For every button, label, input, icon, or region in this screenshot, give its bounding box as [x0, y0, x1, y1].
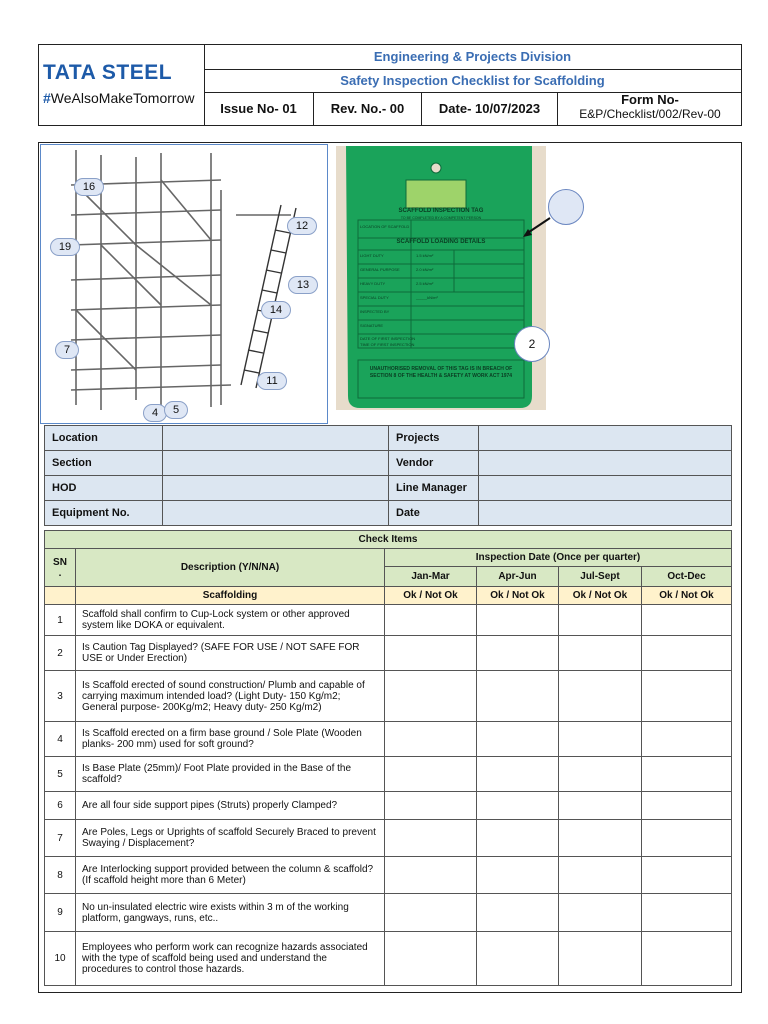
- table-row: [45, 792, 732, 820]
- row-description: Are Poles, Legs or Uprights of scaffold Securely Braced to prevent Swaying / Displacement?: [76, 820, 385, 857]
- table-row: [45, 671, 732, 722]
- table-row: [45, 820, 732, 857]
- status-cell[interactable]: [385, 932, 477, 986]
- status-cell[interactable]: [385, 857, 477, 894]
- row-description: Is Scaffold erected on a firm base ground / Sole Plate (Wooden planks- 200 mm) used for soft ground?: [76, 722, 385, 757]
- callout-11: 11: [257, 372, 287, 390]
- row-sn: 6: [45, 792, 76, 820]
- inspection-date-header: Inspection Date (Once per quarter): [385, 549, 732, 567]
- hod-field[interactable]: [163, 476, 389, 501]
- issue-no: Issue No- 01: [204, 92, 314, 125]
- tag-title: SCAFFOLD INSPECTION TAG: [398, 208, 484, 214]
- status-cell[interactable]: [477, 894, 559, 932]
- tag-general-value: 2.0 kN/m²: [416, 267, 434, 272]
- table-row: [45, 894, 732, 932]
- status-cell[interactable]: [385, 605, 477, 636]
- callout-2: 2: [514, 326, 550, 362]
- callout-12: 12: [287, 217, 317, 235]
- row-sn: 7: [45, 820, 76, 857]
- row-sn: 9: [45, 894, 76, 932]
- tag-special: SPECIAL DUTY: [360, 295, 389, 300]
- status-cell[interactable]: [559, 636, 642, 671]
- status-cell[interactable]: [385, 792, 477, 820]
- status-cell[interactable]: [385, 820, 477, 857]
- section-scaffolding: Scaffolding: [76, 587, 385, 605]
- callout-7: 7: [55, 341, 79, 359]
- sn-header: SN .: [45, 549, 76, 587]
- status-cell[interactable]: [559, 605, 642, 636]
- tag-signature: SIGNATURE: [360, 323, 384, 328]
- vendor-field[interactable]: [479, 451, 732, 476]
- status-cell[interactable]: [477, 857, 559, 894]
- location-field[interactable]: [163, 426, 389, 451]
- info-table: [44, 425, 732, 526]
- status-cell[interactable]: [642, 792, 732, 820]
- status-cell[interactable]: [559, 932, 642, 986]
- line-manager-field[interactable]: [479, 476, 732, 501]
- row-description: Are all four side support pipes (Struts) properly Clamped?: [76, 792, 385, 820]
- status-cell[interactable]: [385, 636, 477, 671]
- rev-no: Rev. No.- 00: [314, 92, 422, 125]
- table-row: [45, 757, 732, 792]
- checklist-table: [44, 530, 732, 986]
- row-description: Are Interlocking support provided between the column & scaffold? (If scaffold height more than 6 Meter): [76, 857, 385, 894]
- callout-13: 13: [288, 276, 318, 294]
- status-cell[interactable]: [385, 671, 477, 722]
- tag-time-first: TIME OF FIRST INSPECTION: [360, 342, 415, 347]
- tag-date-first: DATE OF FIRST INSPECTION: [360, 336, 416, 341]
- callout-14: 14: [261, 301, 291, 319]
- brand-name: TATA STEEL: [43, 61, 173, 84]
- form-number: Form No- E&P/Checklist/002/Rev-00: [579, 92, 721, 121]
- tag-loading: SCAFFOLD LOADING DETAILS: [396, 239, 486, 245]
- status-cell[interactable]: [385, 894, 477, 932]
- row-sn: 4: [45, 722, 76, 757]
- status-cell[interactable]: [477, 757, 559, 792]
- status-header-q2: Ok / Not Ok: [477, 587, 559, 605]
- equipment-field[interactable]: [163, 501, 389, 526]
- status-cell[interactable]: [477, 820, 559, 857]
- tag-inspected-by: INSPECTED BY: [360, 309, 390, 314]
- section-field[interactable]: [163, 451, 389, 476]
- status-cell[interactable]: [477, 932, 559, 986]
- status-cell[interactable]: [559, 757, 642, 792]
- projects-field[interactable]: [479, 426, 732, 451]
- status-cell[interactable]: [642, 636, 732, 671]
- tag-heavy-value: 2.5 kN/m²: [416, 281, 434, 286]
- row-description: Is Scaffold erected of sound construction/ Plumb and capable of carrying maximum intended load? (Light Duty- 150 Kg/m2; General purpose- 200Kg/m2; Heavy duty- 250 Kg/m2): [76, 671, 385, 722]
- projects-label: Projects: [389, 426, 479, 451]
- tag-special-value: _____kN/m²: [416, 295, 438, 300]
- status-cell[interactable]: [559, 792, 642, 820]
- status-cell[interactable]: [559, 894, 642, 932]
- row-sn: 2: [45, 636, 76, 671]
- status-cell[interactable]: [642, 671, 732, 722]
- status-cell[interactable]: [559, 820, 642, 857]
- row-sn: 1: [45, 605, 76, 636]
- section-blank: [45, 587, 76, 605]
- tag-general: GENERAL PURPOSE: [360, 267, 400, 272]
- row-description: Scaffold shall confirm to Cup-Lock system or other approved system like DOKA or equivalent.: [76, 605, 385, 636]
- status-cell[interactable]: [477, 605, 559, 636]
- line-manager-label: Line Manager: [389, 476, 479, 501]
- status-cell[interactable]: [642, 722, 732, 757]
- callout-5: 5: [164, 401, 188, 419]
- row-sn: 10: [45, 932, 76, 986]
- callout-16: 16: [74, 178, 104, 196]
- row-sn: 5: [45, 757, 76, 792]
- tag-light-value: 1.5 kN/m²: [416, 253, 434, 258]
- row-description: Is Caution Tag Displayed? (SAFE FOR USE / NOT SAFE FOR USE or Under Erection): [76, 636, 385, 671]
- status-cell[interactable]: [385, 757, 477, 792]
- status-cell[interactable]: [477, 792, 559, 820]
- table-row: [45, 605, 732, 636]
- quarter-jan-mar: Jan-Mar: [385, 567, 477, 587]
- division-title: Engineering & Projects Division: [204, 45, 741, 70]
- quarter-jul-sept: Jul-Sept: [559, 567, 642, 587]
- status-cell[interactable]: [477, 671, 559, 722]
- table-row: [45, 722, 732, 757]
- check-items-title: Check Items: [45, 531, 732, 549]
- callout-19: 19: [50, 238, 80, 256]
- hod-label: HOD: [45, 476, 163, 501]
- status-cell[interactable]: [477, 636, 559, 671]
- document-header: [38, 44, 742, 126]
- equipment-label: Equipment No.: [45, 501, 163, 526]
- row-sn: 3: [45, 671, 76, 722]
- status-header-q3: Ok / Not Ok: [559, 587, 642, 605]
- company-logo: [39, 45, 205, 125]
- status-header-q4: Ok / Not Ok: [642, 587, 732, 605]
- table-row: [45, 636, 732, 671]
- callout-4: 4: [143, 404, 167, 422]
- status-cell[interactable]: [559, 671, 642, 722]
- status-cell[interactable]: [642, 857, 732, 894]
- status-cell[interactable]: [559, 722, 642, 757]
- tag-light: LIGHT DUTY: [360, 253, 384, 258]
- tagline: #WeAlsoMakeTomorrow: [43, 90, 195, 106]
- vendor-label: Vendor: [389, 451, 479, 476]
- status-cell[interactable]: [642, 605, 732, 636]
- table-row: [45, 932, 732, 986]
- table-row: [45, 857, 732, 894]
- tag-warning: UNAUTHORISED REMOVAL OF THIS TAG IS IN BREACH OF SECTION 8 OF THE HEALTH & SAFETY AT WORK ACT 1974: [369, 366, 513, 379]
- status-cell[interactable]: [642, 820, 732, 857]
- issue-date: Date- 10/07/2023: [422, 92, 558, 125]
- status-cell[interactable]: [642, 894, 732, 932]
- row-description: Is Base Plate (25mm)/ Foot Plate provided in the Base of the scaffold?: [76, 757, 385, 792]
- status-cell[interactable]: [642, 757, 732, 792]
- arrow-icon: [520, 215, 555, 240]
- row-sn: 8: [45, 857, 76, 894]
- section-label: Section: [45, 451, 163, 476]
- inspection-tag-photo: [336, 146, 546, 410]
- status-cell[interactable]: [477, 722, 559, 757]
- description-header: Description (Y/N/NA): [76, 549, 385, 587]
- status-cell[interactable]: [385, 722, 477, 757]
- date-field[interactable]: [479, 501, 732, 526]
- row-description: Employees who perform work can recognize hazards associated with the type of scaffold being used and understand the procedures to control those hazards.: [76, 932, 385, 986]
- document-title: Safety Inspection Checklist for Scaffolding: [204, 69, 741, 93]
- tag-location: LOCATION OF SCAFFOLD: [360, 224, 410, 229]
- row-description: No un-insulated electric wire exists within 3 m of the working platform, gangways, runs, etc..: [76, 894, 385, 932]
- quarter-apr-jun: Apr-Jun: [477, 567, 559, 587]
- status-cell[interactable]: [559, 857, 642, 894]
- status-header-q1: Ok / Not Ok: [385, 587, 477, 605]
- location-label: Location: [45, 426, 163, 451]
- date-label: Date: [389, 501, 479, 526]
- tag-heavy: HEAVY DUTY: [360, 281, 386, 286]
- quarter-oct-dec: Oct-Dec: [642, 567, 732, 587]
- status-cell[interactable]: [642, 932, 732, 986]
- tag-subtitle: TO BE COMPLETED BY A COMPETENT PERSON: [400, 216, 482, 220]
